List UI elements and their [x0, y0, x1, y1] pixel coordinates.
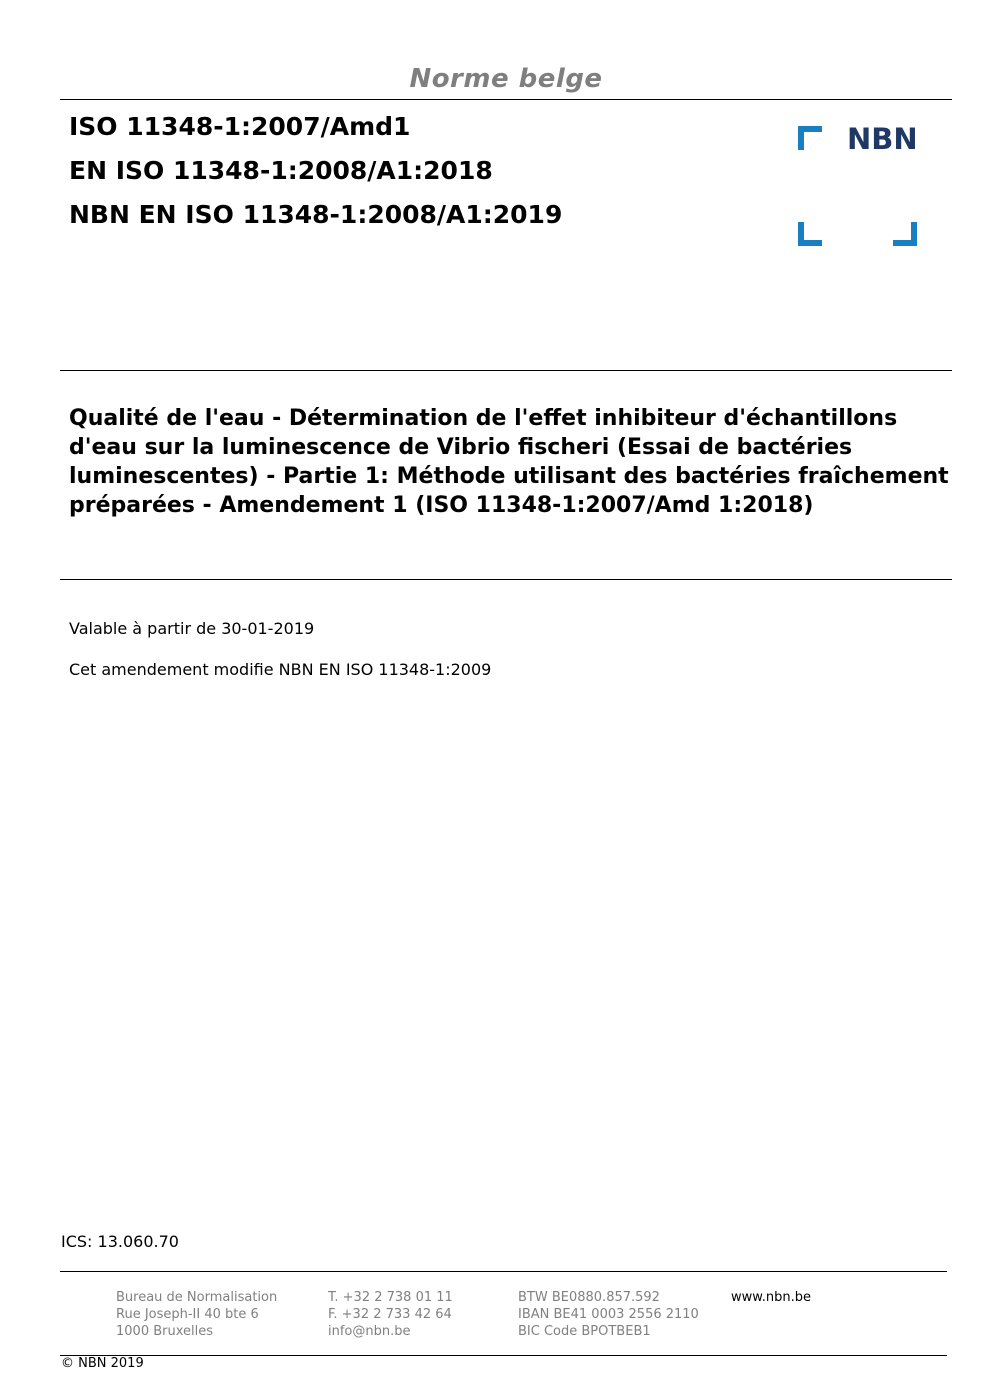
footer-bank: BTW BE0880.857.592 IBAN BE41 0003 2556 2110 BIC Code BPOTBEB1 [518, 1290, 699, 1339]
footer-phone: T. +32 2 738 01 11 [328, 1290, 453, 1305]
logo-bracket-bottom-left-icon [798, 222, 822, 246]
copyright: © NBN 2019 [61, 1356, 144, 1371]
nbn-en-iso-code: NBN EN ISO 11348-1:2008/A1:2019 [69, 200, 563, 229]
footer-email: info@nbn.be [328, 1324, 411, 1339]
logo-bracket-top-left-icon [798, 126, 822, 150]
footer-fax: F. +32 2 733 42 64 [328, 1307, 452, 1322]
footer-website-link[interactable]: www.nbn.be [731, 1290, 811, 1305]
nbn-logo [795, 122, 925, 250]
ics-code: ICS: 13.060.70 [61, 1232, 179, 1251]
document-title: Qualité de l'eau - Détermination de l'effet inhibiteur d'échantillons d'eau sur la luminescence de Vibrio fischeri (Essai de bactéries luminescentes) - Partie 1: Méthode utilisant des bactéries fraîchement préparées - Amendement 1 (ISO 11348-1:2007/Amd 1:2018) [69, 406, 949, 518]
en-iso-code: EN ISO 11348-1:2008/A1:2018 [69, 156, 493, 185]
document-type-label: Norme belge [409, 64, 603, 94]
logo-bracket-bottom-right-icon [893, 222, 917, 246]
footer-contact [328, 1289, 453, 1340]
iso-code: ISO 11348-1:2007/Amd1 [69, 112, 411, 141]
title-top-divider [60, 370, 952, 371]
amendment-note: Cet amendement modifie NBN EN ISO 11348-1:2009 [69, 660, 492, 679]
top-divider [60, 99, 952, 100]
footer-bottom-divider [60, 1355, 947, 1356]
title-bottom-divider [60, 579, 952, 580]
logo-text: NBN [847, 122, 918, 156]
footer-top-divider [60, 1271, 947, 1272]
footer-address: Bureau de Normalisation Rue Joseph-II 40 bte 6 1000 Bruxelles [116, 1290, 278, 1339]
validity-date: Valable à partir de 30-01-2019 [69, 619, 315, 638]
